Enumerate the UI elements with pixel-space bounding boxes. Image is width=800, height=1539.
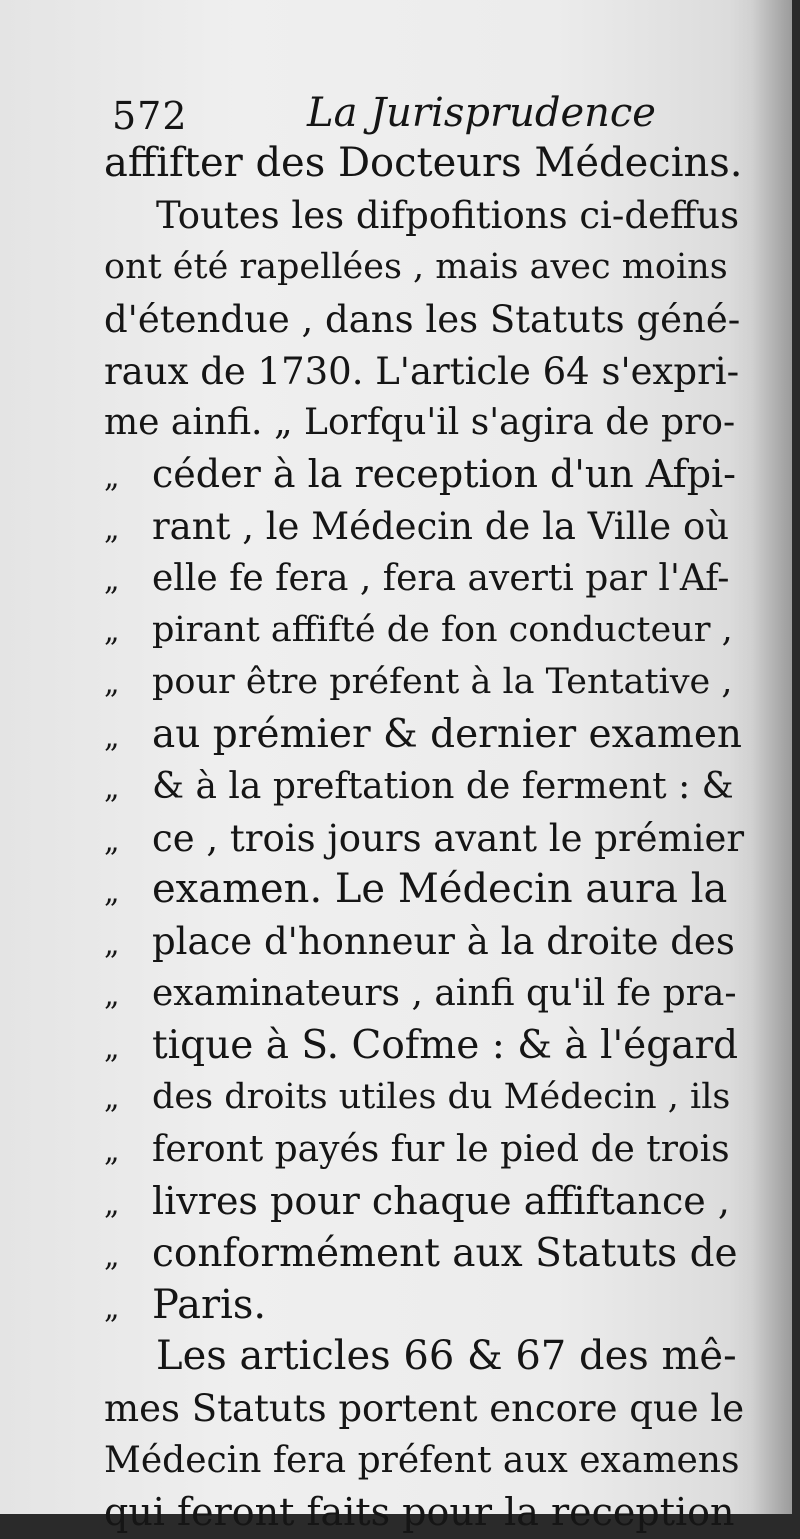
text-line: affifter des Docteurs Médecins. <box>104 140 743 186</box>
quote-mark: „ <box>104 563 120 599</box>
quote-mark: „ <box>104 512 120 548</box>
page-number: 572 <box>112 94 188 138</box>
text-line: mes Statuts portent encore que le <box>104 1387 745 1431</box>
text-line: Les articles 66 & 67 des mê- <box>156 1333 737 1380</box>
quote-mark: „ <box>104 665 120 701</box>
quote-mark: „ <box>104 1186 120 1222</box>
quoted-line: „ examinateurs , ainfi qu'il fe pra- <box>104 968 744 1020</box>
text-line: Toutes les difpofitions ci-deffus <box>156 193 740 237</box>
page-edge-shadow <box>752 0 792 1514</box>
quoted-line: „ ce , trois jours avant le prémier <box>104 813 744 865</box>
quote-mark: „ <box>104 1031 120 1067</box>
quote-mark: „ <box>104 978 120 1014</box>
quoted-line: „ tique à S. Cofme : & à l'égard <box>104 1020 744 1072</box>
quoted-line: „ pirant affifté de fon conducteur , <box>104 605 744 657</box>
quote-mark: „ <box>104 1238 120 1274</box>
quoted-line: „ rant , le Médecin de la Ville où <box>104 501 744 553</box>
quoted-line: „ des droits utiles du Médecin , ils <box>104 1072 744 1124</box>
quoted-line: „ feront payés fur le pied de trois <box>104 1124 744 1176</box>
quote-mark: „ <box>104 875 120 911</box>
quote-mark: „ <box>104 460 120 496</box>
quoted-line: „ place d'honneur à la droite des <box>104 916 744 968</box>
text-line: ont été rapellées , mais avec moins <box>104 246 728 287</box>
page-header <box>112 90 732 142</box>
quote-mark: „ <box>104 719 120 755</box>
quote-mark: „ <box>104 927 120 963</box>
quoted-line: „ elle fe fera , fera averti par l'Af- <box>104 553 744 605</box>
quote-mark: „ <box>104 614 120 650</box>
text-line: qui feront faits pour la reception <box>104 1490 735 1535</box>
quoted-line: „ céder à la reception d'un Afpi- <box>104 449 744 501</box>
text-line: Médecin fera préfent aux examens <box>104 1440 740 1482</box>
quoted-line: „ examen. Le Médecin aura la <box>104 864 744 916</box>
running-title: La Jurisprudence <box>307 90 656 136</box>
quote-mark: „ <box>104 770 120 806</box>
quoted-line: „ au prémier & dernier examen <box>104 709 744 761</box>
quoted-line: „ conformément aux Statuts de <box>104 1228 744 1280</box>
quote-mark: „ <box>104 1290 120 1326</box>
quote-mark: „ <box>104 1133 120 1169</box>
quote-mark: „ <box>104 1081 120 1117</box>
quote-mark: „ <box>104 823 120 859</box>
quoted-line: „ Paris. <box>104 1280 744 1332</box>
text-line: d'étendue , dans les Statuts géné- <box>104 297 741 341</box>
page-body-text <box>104 138 744 1539</box>
text-line: raux de 1730. L'article 64 s'expri- <box>104 349 740 393</box>
text-line: me ainfi. „ Lorfqu'il s'agira de pro- <box>104 402 736 444</box>
quoted-line: „ pour être préfent à la Tentative , <box>104 657 744 709</box>
quoted-line: „ & à la preftation de ferment : & <box>104 761 744 813</box>
quoted-line: „ livres pour chaque affiftance , <box>104 1176 744 1228</box>
